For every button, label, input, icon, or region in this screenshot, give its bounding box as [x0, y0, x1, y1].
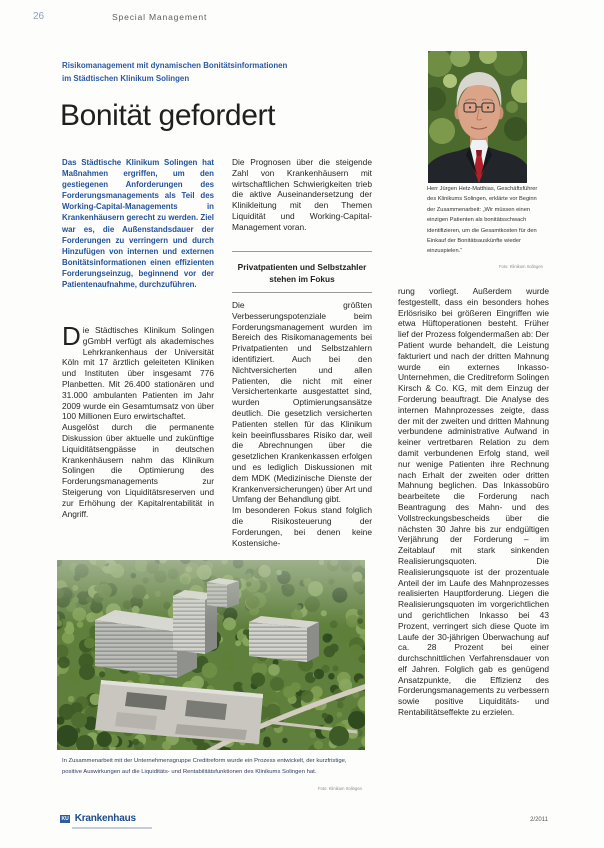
logo-text: Krankenhaus: [74, 813, 136, 824]
section-title: Special Management: [112, 12, 208, 22]
lead-paragraph: Das Städtische Klinikum Solingen hat Maßnahmen ergriffen, um den gestiegenen Anforderungen des Forderungsmanagements als Teil des Working-Capital-Managements in Krankenhäusern gerecht zu werden. Ziel war es, die Außenstandsdauer der Forderungen zu verringern und durch Hinzufügen von internen und externen Bonitätsinformationen einen effizienten Forderungseinzug, beginnend vor der Patientenaufnahme, durchzuführen.: [62, 158, 214, 290]
column-3: [398, 286, 549, 718]
logo-mark: KU: [61, 816, 69, 822]
page-number: 26: [33, 11, 45, 22]
publication-logo: [60, 808, 152, 829]
eye: [487, 106, 489, 108]
kicker: [62, 60, 287, 85]
eye: [469, 106, 471, 108]
photo-credit: Foto: Klinikum Solingen: [499, 264, 543, 269]
divider: [232, 292, 372, 293]
kicker-line: Risikomanagement mit dynamischen Bonitätsinformationen: [62, 61, 288, 70]
aerial-caption: In Zusammenarbeit mit der Unternehmensgruppe Creditreform wurde ein Prozess entwickelt, der kurzfristige, positive Auswirkungen auf die Liquiditäts- und Rentabilitätsfunktionen des Klinikums Solingen hat.: [62, 758, 347, 775]
body-paragraph: Ausgelöst durch die permanente Diskussion über aktuelle und zukünftige Liquiditätsengpässe in deutschen Krankenhäusern nahm das Klinikum Solingen die Optimierung des Forderungsmanagements zur Steigerung von Liquiditätsreserven und zur Erhöhung der Kapitalrentabilität in Angriff.: [62, 422, 214, 519]
article-title: Bonität gefordert: [60, 99, 276, 132]
haze: [57, 560, 365, 750]
body-paragraph: Die größten Verbesserungspotenziale beim Forderungsmanagement wurden im Bereich des Risikomanagements bei Privatpatienten und Selbstzahlern identifiziert. Auch bei den Nichtversicherten und allen Patienten, die nicht mit einer Versichertenkarte ausgestattet sind, wurden Optimierungsansätze deutlich. Die gesetzlich versicherten Patienten stellen für das Klinikum kein beeinflussbares Risiko dar, weil die Abrechnungen über die gesetzlichen Krankenkassen erfolgen und es lediglich Diskussionen mit dem MDK (Medizinische Dienste der Krankenversicherungen) über Art und Umfang der Behandlung gibt.: [232, 300, 372, 505]
body-paragraph: Im besonderen Fokus stand folglich die Risikosteuerung der Forderungen, bei denen keine Kostensiche-: [232, 505, 372, 548]
subheading: Privatpatienten und Selbstzahler stehen im Fokus: [237, 262, 367, 284]
body-paragraph: Die Städtisches Klinikum Solingen gGmbH verfügt als akademisches Lehrkrankenhaus der Universität Köln mit 17 ärztlich geleiteten Kliniken und Instituten über insgesamt 776 Planbetten. Mit 26.400 stationären und 31.000 ambulanten Patienten im Jahr 2009 wurde ein Gesamtumsatz von über 100 Millionen Euro erwirtschaftet.: [62, 321, 214, 422]
issue-number: 2/2011: [530, 817, 548, 823]
kicker-line: im Städtischen Klinikum Solingen: [62, 73, 190, 83]
column-2: [232, 300, 372, 548]
column-1: [62, 321, 214, 519]
portrait-photo: [428, 51, 527, 183]
divider: [232, 251, 372, 252]
intro-paragraph: Die Prognosen über die steigende Zahl von Krankenhäusern mit wirtschaftlichen Schwierigkeiten trieb die aktive Auseinandersetzung der Klinikleitung mit den Themen Liquidität und Working-Capital-Management voran.: [232, 157, 372, 232]
aerial-photo: [57, 560, 365, 750]
logo-tagline-bar: [72, 827, 152, 829]
photo-credit: Foto: Klinikum Solingen: [318, 786, 362, 791]
body-paragraph: rung vorliegt. Außerdem wurde festgestellt, dass ein besonders hohes Erlösrisiko bei größeren Eingriffen wie etwa Hüftoperationen besteht. Früher lief der Prozess folgendermaßen ab: Der Patient wurde behandelt, die Leistung fakturiert und nach der dritten Mahnung wurde ein externes Inkasso-Unternehmen, die Creditreform Solingen Kirsch & Co. KG, mit dem Einzug der Forderung beauftragt. Die Analyse des internen Mahnprozesses zeigte, dass der mit der zweiten und dritten Mahnung verbundene administrative Aufwand in keiner vertretbaren Relation zu dem damit verbundenen Erfolg stand, weil nur wenige Patienten ihre Rechnung nach Erhalt der zweiten oder dritten Mahnung beglichen. Das Inkassobüro bearbeitete die Forderung nach Beantragung des Mahn- und des Vollstreckungsbescheids über die nächsten 30 Jahre bis zur endgültigen Verjährung der Forderung – im Zeitablauf mit stark sinkenden Realisierungsquoten. Die Realisierungsquote ist der prozentuale Anteil der im Laufe des Mahnprozesses realisierten Hauptforderung. Liegen die Realisierungsquoten im vorgerichtlichen und gerichtlichen Inkasso bei 43 Prozent, verringert sich diese Quote im Laufe der 30-jährigen Überwachung auf ca. 28 Prozent bei einer durchschnittlichen Verfahrensdauer von elf Jahren. Folglich gab es genügend Ansatzpunkte, die Effizienz des Forderungsmanagements zu verbessern sowie positive Liquiditäts- und Rentabilitätseffekte zu erzielen.: [398, 286, 549, 718]
tie-knot: [476, 150, 482, 156]
portrait-caption: Herr Jürgen Hetz-Matthias, Geschäftsführer des Klinikums Solingen, erklärte vor Beginn der Zusammenarbeit: „Wir müssen einen einzigen Patienten als bonitätsschwach identifizieren, um die Gesamtkosten für den Einkauf der Bonitätsauskünfte wieder einzuspielen.“: [427, 186, 538, 255]
